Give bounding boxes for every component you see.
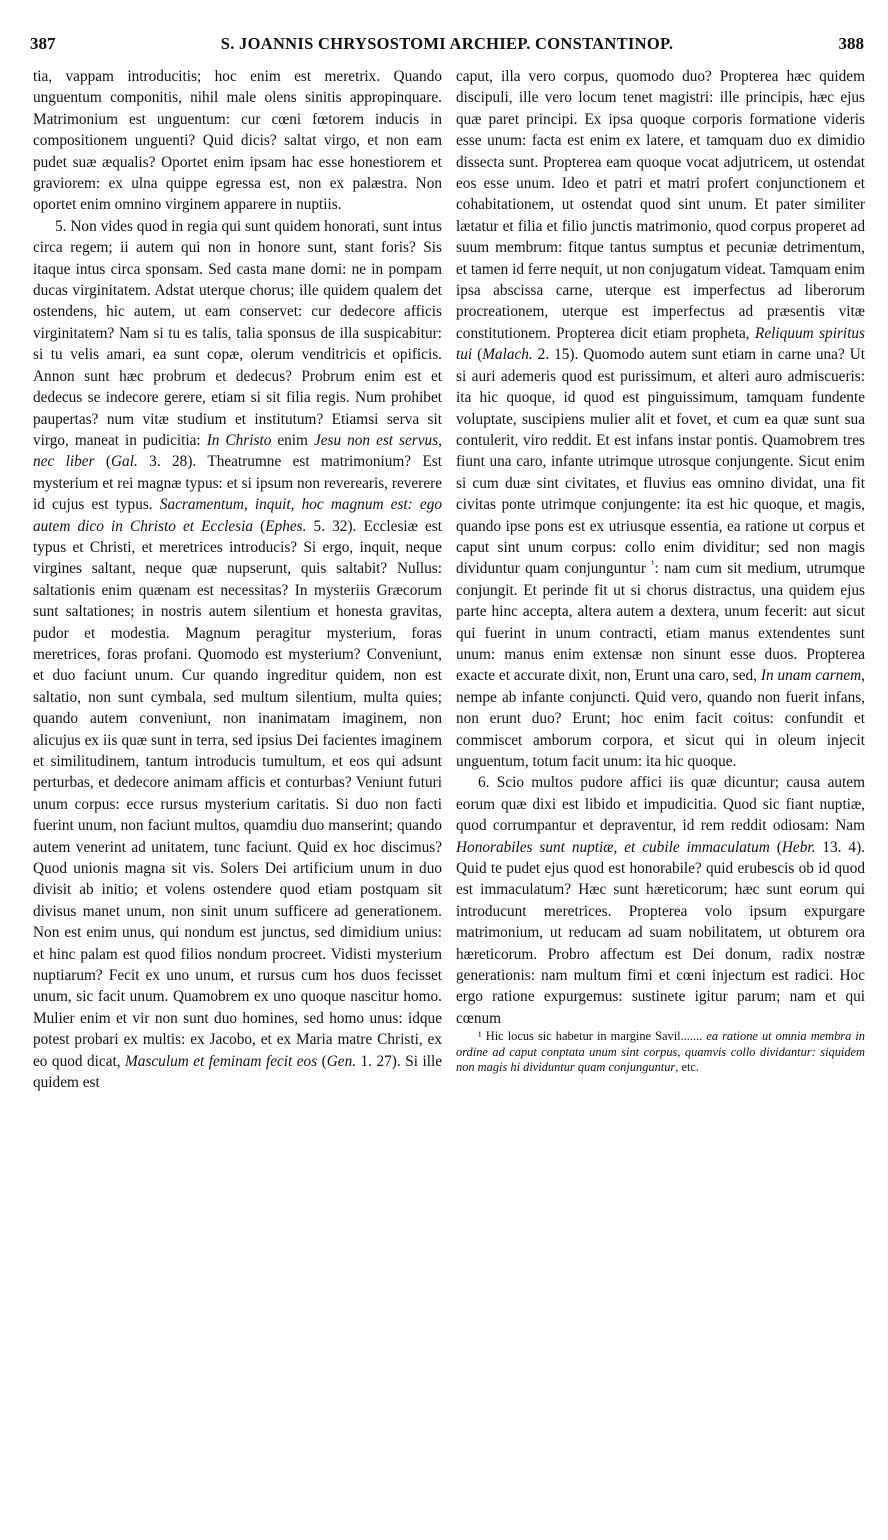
text-run: ( [94, 453, 111, 471]
text-run: 1. 27). Si ille quidem est [33, 1052, 442, 1092]
paragraph [33, 66, 442, 216]
paragraph [33, 216, 442, 1094]
page-header [30, 34, 864, 58]
footnote-marker[interactable]: ¹ [651, 559, 655, 571]
text-run: tia, vappam introducitis; hoc enim est meretrix. Quando unguentum componitis, nihil male olens sinitis appropinquare. Matrimonium est unguentum: cur cœni fœtorem inducis in compositionem unguenti? Quid dicis? saltat virgo, et non eam pudet suæ æqualis? Oportet enim ipsam hac esse honestiorem et graviorem: ex ulna quippe egressa est, non ex palæstra. Non oportet enim omnino virginem apparere in nuptiis. [33, 68, 442, 214]
right-column [456, 66, 865, 1076]
text-run: ( [253, 517, 266, 535]
text-run: 2. 15). Quomodo autem sunt etiam in carne una? Ut si auri ademeris quod est purissimum, et alteri auro admiscueris: ita hic quoque, id quod est pinguissimum, tamquam fundente voluptate, suscipiens mulier alit et fovet, et cum ea quæ sunt sua contulerit, viro reddit. Et est infans instar pontis. Quamobrem tres fiunt una caro, infante utrimque utrosque conjungente. Sicut enim si cum duæ sint civitates, et fluvius eas omnino dividat, una fit civitas ponte utrimque conjungente: ita est hic quoque, et magis, quando ipse pons est ex utriusque essentia, ea ratione ut corpus et caput sint unum corpus: collo enim dividitur; sed non magis dividuntur quam conjunguntur [456, 346, 865, 578]
footnote [456, 1029, 865, 1076]
italic-run: ea ratione ut omnia membra in ordine ad caput conptata unum sint corpus, quamvis collo dividantur: siquidem non magis hi dividuntur quam conjunguntur [456, 1029, 865, 1075]
paragraph [456, 66, 865, 772]
italic-run: Hebr. [781, 838, 816, 856]
italic-run: Reliquum spiritus tui [456, 324, 865, 364]
page-number-right: 388 [838, 34, 864, 53]
text-run: 5. 32). Ecclesiæ est typus et Christi, et meretrices introducis? Si ergo, inquit, neque virgines saltant, neque quæ nupserunt, quis saltabit? Nullus: saltationis enim quænam est necessitas? In mysteriis Græcorum sunt saltationes; in nostris autem silentium et honesta gravitas, pudor et modestia. Magnum peragitur mysterium, foras meretrices, foras profani. Quomodo est mysterium? Conveniunt, et duo faciunt unum. Cur quando ingreditur quidem, non est saltatio, non sunt cymbala, sed multum silentium, multa quies; quando autem conveniunt, non inanimatam imaginem, non alicujus ex iis quæ sunt in terra, sed ipsius Dei facientes imaginem et similitudinem, tantum introducis tumultum, et eos qui adsunt perturbas, et dedecore animam afficis et conturbas? Veniunt futuri unum corpus: ecce rursus mysterium caritatis. Si duo non facti fuerint unum, non faciunt multos, quamdiu duo manserint; quando autem venerint ad unitatem, tunc faciunt. Quid ex hoc discimus? Quod unionis magna sit vis. Solers Dei artificium unum in duo divisit ab initio; et volens ostendere quod etiam postquam sit divisus manet unum, non sinit unum sufficere ad generationem. Non est enim unus, qui nondum est junctus, sed dimidium unius: et hinc palam est quod filios nondum procreet. Vidisti mysterium nuptiarum? Fecit ex uno unum, et rursus cum hos duos fecisset unum, sic facit unum. Quamobrem ex uno quoque nascitur homo. Mulier enim et vir non sunt duo homines, sed homo unus: idque potest probari ex multis: ex Jacobo, et ex Maria matre Christi, ex eo quod dicat, [33, 517, 442, 1070]
paragraph [456, 772, 865, 1029]
text-run: 13. 4). Quid te pudet ejus quod est honorabile? quid erubescis ob id quod est immaculatum? Hæc sunt hæreticorum; hæc sunt eorum qui introducunt meretrices. Propterea volo ipsum expurgare matrimonium, ut reducam ad suam nobilitatem, ut obturem ora hæreticorum. Probro affectum est Dei donum, radix nostræ generationis: nam multum fimi et cœni injectum est radici. Hoc ergo ratione expurgemus: sustinete igitur parum; nam et qui cœnum [456, 838, 865, 1027]
running-title: S. JOANNIS CHRYSOSTOMI ARCHIEP. CONSTANTINOP. [220, 34, 674, 53]
text-run: ( [317, 1052, 327, 1070]
text-run: 3. 28). Theatrumne est matrimonium? Est mysterium et rei magnæ typus: et si ipsum non reverearis, reverere id cujus est typus. [33, 453, 443, 514]
text-run: , etc. [675, 1060, 699, 1075]
text-run: ( [472, 346, 483, 364]
text-run: , nempe ab infante conjuncti. Quid vero, quando non fuerit infans, non erunt duo? Erunt; hoc enim facit coitus: confundit et commiscet amborum corpora, et sicut qui in oleum injecit unguentum, totum facit unum: ita hic quoque. [456, 667, 865, 770]
text-run: 6. Scio multos pudore affici iis quæ dicuntur; causa autem eorum quæ dixi est libido et impudicitia. Quod sic fiant nuptiæ, quod corrumpantur et depraventur, id rem reddit odiosam: Nam [456, 774, 865, 835]
left-column [33, 66, 442, 1094]
italic-run: Masculum et feminam fecit eos [125, 1052, 318, 1070]
text-run: caput, illa vero corpus, quomodo duo? Propterea hæc quidem discipuli, ille vero locum tenet magistri: ille principis, hæc ejus quæ paret principi. Ex ipsa quoque corporis formatione videris esse unum: facta est enim ex latere, et tamquam duo ex dimidio dissecta sunt. Propterea eam quoque vocat adjutricem, ut ostendat eos esse unum. Ideo et patri et matri profert conjunctionem et cohabitationem, ut ostendat quod sint unum. Et pater similiter lætatur et filia et filio junctis matrimonio, quod corpus properet ad suum membrum: fitque tantus sumptus et pecuniæ detrimentum, et tamen id ferre nequit, ut non conjugatum videat. Tamquam enim ipsa abscissa carne, uterque est imperfectus ad liberorum procreationem, uterque est imperfectus ad præsentis vitæ constitutionem. Propterea dicit etiam propheta, [456, 68, 865, 342]
italic-run: Honorabiles sunt nuptiæ, et cubile immaculatum [456, 838, 770, 856]
italic-run: In unam carnem [760, 667, 862, 685]
italic-run: Jesu non est servus, nec liber [33, 431, 442, 471]
italic-run: Gen. [326, 1052, 357, 1070]
italic-run: Ephes. [265, 517, 307, 535]
italic-run: Gal. [111, 453, 138, 471]
italic-run: In Christo [206, 431, 272, 449]
italic-run: Malach. [482, 346, 533, 364]
text-run: enim [271, 431, 314, 449]
text-run: ( [769, 838, 782, 856]
italic-run: Sacramentum, inquit, hoc magnum est: ego autem dico in Christo et Ecclesia [33, 496, 443, 535]
text-run: 5. Non vides quod in regia qui sunt quidem honorati, sunt intus circa regem; ii autem qui non in honore sunt, stant foris? Sis itaque intus circa sponsam. Sed casta mane domi: ne in pompam ducas virginitatem. Adstat uterque chorus; ille quidem qualem det ostendens, hic autem, ut eam conservet: cur dedecore afficis virginitatem? Nam si tu es talis, talia sponsus de illa suspicabitur: si tu velis amari, ea sunt copæ, olerum venditricis et opificis. Annon sunt hæc probrum et dedecus? Probrum enim est et dedecus se indecore gerere, etiam si sit filia regis. Num prohibet paupertas? num vitæ studium et institutum? Etiamsi serva sit virgo, maneat in pudicitia: [33, 217, 442, 449]
page-number-left: 387 [30, 34, 56, 53]
text-run: : nam cum sit medium, utrumque conjungit. Et perinde fit ut si chorus distractus, una quidem ejus parte hinc accepta, altera autem a dextera, unum fecerit: aut sicut qui fuerint in unum contracti, etiam manus extendentes sunt unum: manus enim extensæ non sinunt esse duos. Propterea exacte et accurate dixit, non, Erunt una caro, sed, [456, 560, 865, 685]
text-run: ¹ Hic locus sic habetur in margine Savil....... [478, 1029, 707, 1044]
